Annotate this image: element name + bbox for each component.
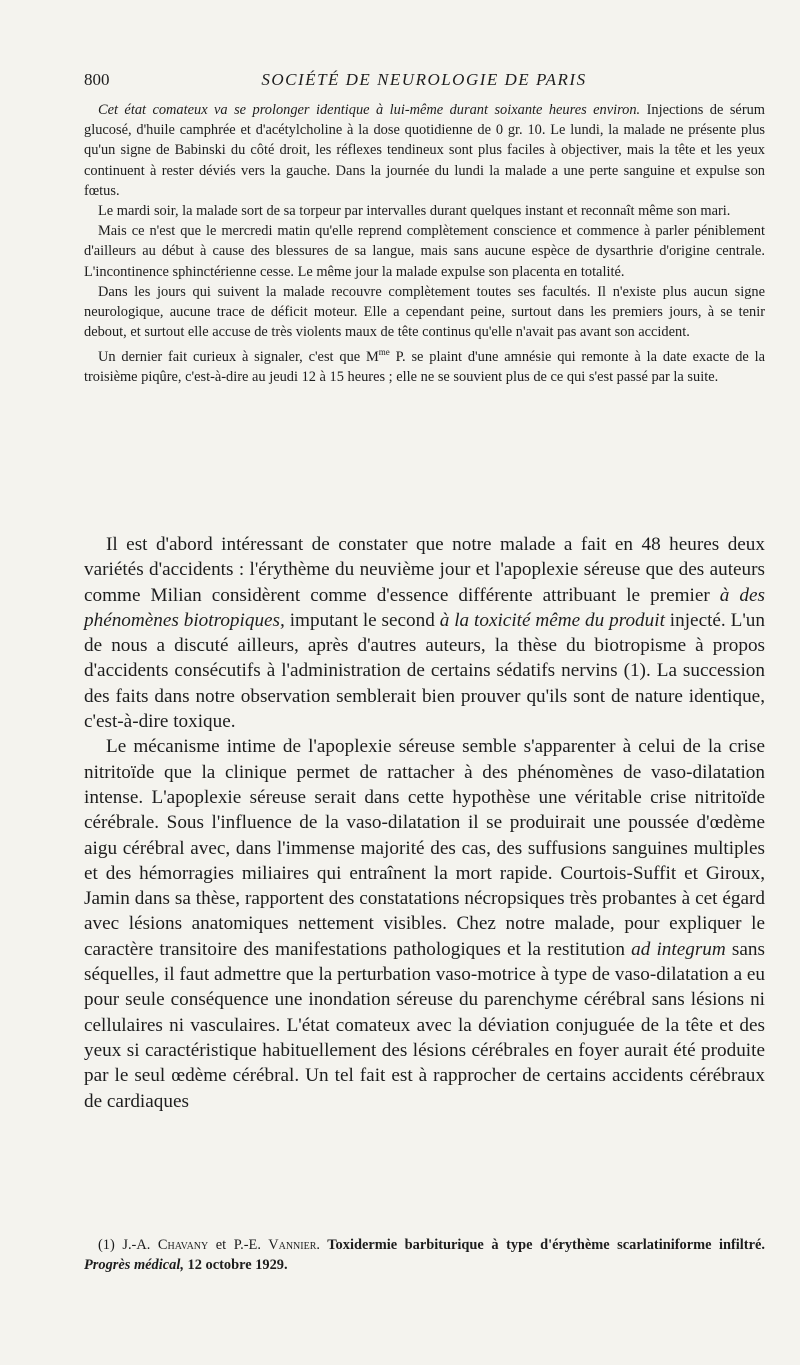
footnote-date: 12 octobre 1929.	[183, 1257, 288, 1273]
paragraph-text: Injections de sérum glucosé, d'huile camphrée et d'acétylcholine à la dose quotidienne de 0 gr. 10. Le lundi, la malade ne présente plus qu'un signe de Babinski du côté droit, les réflexes tendineux sont plus faciles à objectiver, mais la tête et les yeux continuent à rester déviés vers la gauche. Dans la journée du lundi la malade a une perte sanguine et expulse son fœtus.	[84, 102, 765, 199]
observation-paragraph: Le mardi soir, la malade sort de sa torpeur par intervalles durant quelques instant et reconnaît même son mari.	[98, 203, 731, 220]
italic-phrase: à la toxicité même du produit	[439, 609, 665, 631]
footnote-author: J.-A. Chavany	[122, 1237, 209, 1253]
italic-phrase: à des phénomènes biotropiques,	[84, 584, 765, 631]
page-number: 800	[84, 70, 110, 89]
footnote-conjunction: et	[208, 1237, 234, 1253]
footnote-author: P.-E. Vannier.	[233, 1237, 320, 1253]
observation-paragraph: Dans les jours qui suivent la malade recouvre complètement toutes ses facultés. Il n'existe plus aucun signe neurologique, aucune trace de déficit moteur. Elle a cependant peine, surtout dans les premiers jours, à se tenir debout, et surtout elle accuse de très violents maux de tête continus qu'elle n'avait pas avant son accident.	[84, 283, 765, 341]
paragraph-text: P. se plaint d'une amnésie qui remonte à la date exacte de la troisième piqûre, c'est-à-dire au jeudi 12 à 15 heures ; elle ne se souvient plus de ce qui s'est passé par la suite.	[84, 349, 765, 386]
observation-paragraph	[84, 342, 765, 387]
discussion-paragraph	[84, 734, 765, 1113]
paragraph-text: Le mécanisme intime de l'apoplexie séreuse semble s'apparenter à celui de la crise nitritoïde que la clinique permet de rattacher à des phénomènes de vaso-dilatation intense. L'apoplexie séreuse serait dans cette hypothèse une véritable crise nitritoïde cérébrale. Sous l'influence de la vaso-dilatation il se produirait une poussée d'œdème aigu cérébral avec, dans l'immense majorité des cas, des suffusions sanguines multiples et des hémorragies miliaires qui entraînent la mort rapide. Courtois-Suffit et Giroux, Jamin dans sa thèse, rapportent des constatations nécropsiques très probantes à cet égard avec lésions anatomiques nettement visibles. Chez notre malade, pour expliquer le caractère transitoire des manifestations pathologiques et la restitution	[84, 736, 765, 960]
discussion-paragraph	[84, 532, 765, 734]
footnote-title: Toxidermie barbiturique à type d'érythème scarlatiniforme infiltré.	[319, 1237, 765, 1253]
observation-paragraph	[84, 100, 765, 201]
paragraph-text: sans séquelles, il faut admettre que la perturbation vaso-motrice à type de vaso-dilatation a eu pour seule conséquence une inondation séreuse du parenchyme cérébral sans lésions ni cellulaires ni vasculaires. L'état comateux avec la déviation conjuguée de la tête et des yeux si caractéristique habituellement des lésions cérébrales en foyer aurait été produite par le seul œdème cérébral. Un tel fait est à rapprocher de certains accidents cérébraux de cardiaques	[84, 938, 765, 1112]
case-observation-text	[84, 100, 765, 388]
running-title: SOCIÉTÉ DE NEUROLOGIE DE PARIS	[261, 70, 587, 89]
page-header	[84, 70, 764, 94]
observation-paragraph: Mais ce n'est que le mercredi matin qu'elle reprend complètement conscience et commence à parler péniblement d'ailleurs au début à cause des blessures de sa langue, mais sans aucune espèce de dysarthrie d'origine centrale. L'incontinence sphinctérienne cesse. Le même jour la malade expulse son placenta en totalité.	[84, 223, 765, 280]
footnote-journal: Progrès médical,	[84, 1257, 184, 1273]
paragraph-text: Un dernier fait curieux à signaler, c'est que M	[98, 349, 379, 366]
footnote-text	[84, 1235, 765, 1275]
italic-phrase: ad integrum	[631, 938, 726, 960]
italic-lead: Cet état comateux va se prolonger identique à lui-même durant soixante heures environ.	[98, 102, 641, 118]
footnote-number: (1)	[98, 1237, 123, 1253]
footnote	[84, 1235, 765, 1275]
paragraph-text: Il est d'abord intéressant de constater que notre malade a fait en 48 heures deux variétés d'accidents : l'érythème du neuvième jour et l'apoplexie séreuse que des auteurs comme Milian considèrent comme d'essence différente attribuant le premier	[84, 534, 765, 606]
paragraph-text: injecté. L'un de nous a discuté ailleurs, après d'autres auteurs, la thèse du biotropisme à propos d'accidents consécutifs à l'administration de certains sédatifs nervins (1). La succession des faits dans notre observation semblerait bien prouver qu'ils sont de nature identique, c'est-à-dire toxique.	[84, 609, 765, 733]
discussion-text	[84, 532, 765, 1114]
superscript: me	[378, 347, 390, 358]
paragraph-text: imputant le second	[284, 609, 440, 631]
